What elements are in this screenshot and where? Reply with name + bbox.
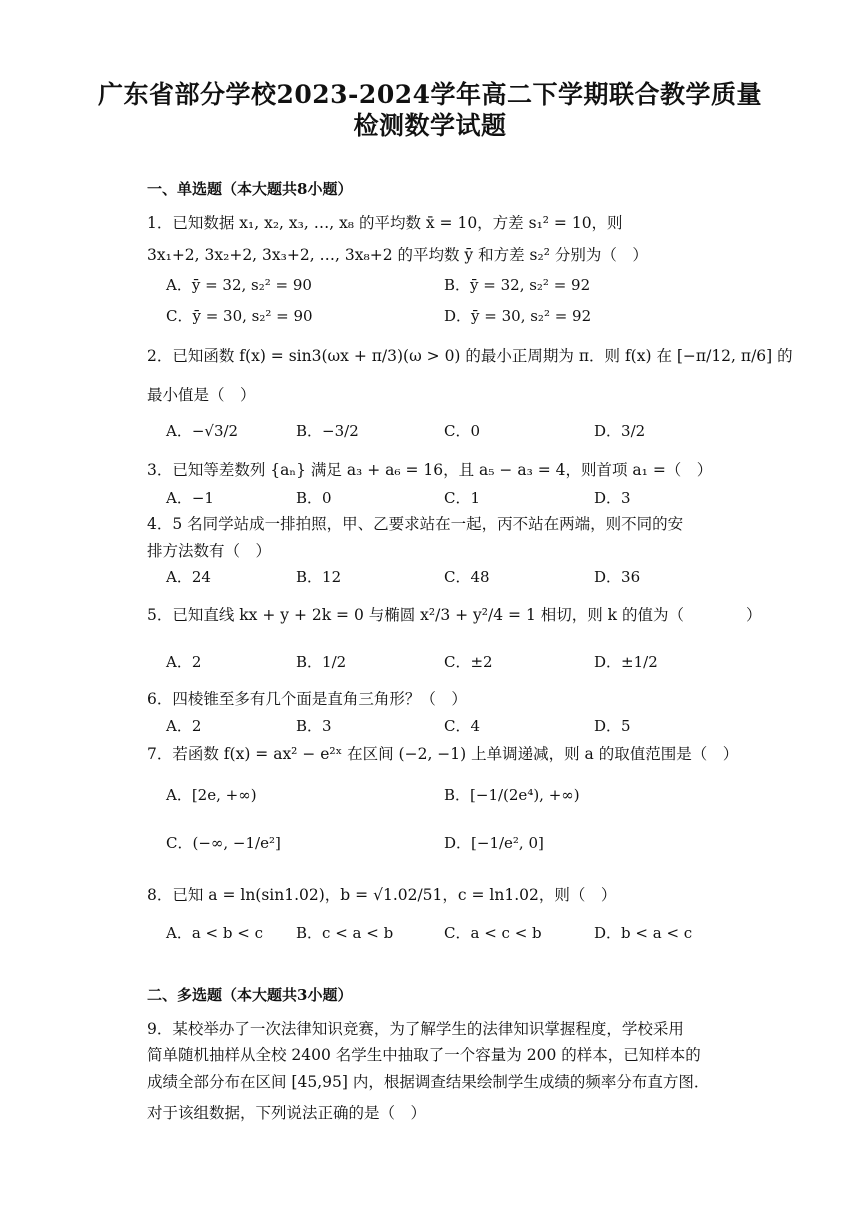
q1-option-b[interactable]: B．ȳ = 32, s₂² = 92	[444, 276, 591, 294]
q6-option-d[interactable]: D．5	[594, 717, 631, 735]
q8-option-b[interactable]: B．c < a < b	[296, 924, 394, 942]
q1-option-d[interactable]: D．ȳ = 30, s₂² = 92	[444, 307, 592, 325]
q2-stem-line1: 2．已知函数 f(x) = sin3(ωx + π/3)(ω > 0) 的最小正周期为 π．则 f(x) 在 [−π/12, π/6] 的	[147, 347, 793, 365]
q7-option-a[interactable]: A．[2e, +∞)	[166, 786, 257, 804]
q6-stem: 6．四棱锥至多有几个面是直角三角形？（ ）	[147, 690, 467, 708]
q1-option-c[interactable]: C．ȳ = 30, s₂² = 90	[166, 307, 313, 325]
q9-stem-line2: 简单随机抽样从全校 2400 名学生中抽取了一个容量为 200 的样本，已知样本的	[147, 1046, 701, 1064]
q5-option-c[interactable]: C．±2	[444, 653, 493, 671]
q4-option-a[interactable]: A．24	[166, 568, 211, 586]
q7-option-c[interactable]: C．(−∞, −1/e²]	[166, 834, 281, 852]
q4-stem-line1: 4．5 名同学站成一排拍照，甲、乙要求站在一起，丙不站在两端，则不同的安	[147, 515, 684, 533]
q8-option-a[interactable]: A．a < b < c	[166, 924, 263, 942]
q5-option-d[interactable]: D．±1/2	[594, 653, 658, 671]
q3-option-a[interactable]: A．−1	[166, 489, 214, 507]
exam-title-line1: 广东省部分学校2023-2024学年高二下学期联合教学质量	[97, 80, 763, 109]
q2-stem-line2: 最小值是（ ）	[147, 386, 256, 404]
q2-option-a[interactable]: A．−√3/2	[166, 422, 239, 440]
q5-option-b[interactable]: B．1/2	[296, 653, 347, 671]
q9-stem-line1: 9．某校举办了一次法律知识竞赛，为了解学生的法律知识掌握程度，学校采用	[147, 1020, 684, 1038]
q9-stem-line3: 成绩全部分布在区间 [45,95] 内，根据调查结果绘制学生成绩的频率分布直方图．	[147, 1073, 710, 1091]
section-multi-choice: 二、多选题（本大题共3小题）	[147, 986, 353, 1004]
q4-option-b[interactable]: B．12	[296, 568, 342, 586]
q6-option-b[interactable]: B．3	[296, 717, 332, 735]
q1-option-a[interactable]: A．ȳ = 32, s₂² = 90	[166, 276, 312, 294]
q4-option-d[interactable]: D．36	[594, 568, 641, 586]
section-single-choice: 一、单选题（本大题共8小题）	[147, 180, 353, 198]
q2-option-c[interactable]: C．0	[444, 422, 481, 440]
q3-stem: 3．已知等差数列 {aₙ} 满足 a₃ + a₆ = 16，且 a₅ − a₃ = 4，则首项 a₁ =（ ）	[147, 461, 713, 479]
q4-option-c[interactable]: C．48	[444, 568, 490, 586]
q2-option-d[interactable]: D．3/2	[594, 422, 646, 440]
q7-stem: 7．若函数 f(x) = ax² − e²ˣ 在区间 (−2, −1) 上单调递减，则 a 的取值范围是（ ）	[147, 745, 739, 763]
q7-option-b[interactable]: B．[−1/(2e⁴), +∞)	[444, 786, 580, 804]
q3-option-b[interactable]: B．0	[296, 489, 332, 507]
q4-stem-line2: 排方法数有（ ）	[147, 542, 272, 560]
q2-option-b[interactable]: B．−3/2	[296, 422, 359, 440]
q3-option-c[interactable]: C．1	[444, 489, 481, 507]
q5-stem: 5．已知直线 kx + y + 2k = 0 与椭圆 x²/3 + y²/4 = 1 相切，则 k 的值为（ ）	[147, 606, 762, 624]
q6-option-a[interactable]: A．2	[166, 717, 202, 735]
q6-option-c[interactable]: C．4	[444, 717, 481, 735]
q1-stem-line1: 1．已知数据 x₁, x₂, x₃, …, x₈ 的平均数 x̄ = 10，方差 s₁² = 10，则	[147, 214, 623, 232]
q8-option-d[interactable]: D．b < a < c	[594, 924, 693, 942]
q9-stem-line4: 对于该组数据，下列说法正确的是（ ）	[147, 1104, 427, 1122]
q1-stem-line2: 3x₁+2, 3x₂+2, 3x₃+2, …, 3x₈+2 的平均数 ȳ 和方差 s₂² 分别为（ ）	[147, 246, 648, 264]
q7-option-d[interactable]: D．[−1/e², 0]	[444, 834, 544, 852]
q8-stem: 8．已知 a = ln(sin1.02)，b = √1.02/51，c = ln1.02，则（ ）	[147, 886, 617, 904]
q3-option-d[interactable]: D．3	[594, 489, 631, 507]
q8-option-c[interactable]: C．a < c < b	[444, 924, 542, 942]
exam-title-line2: 检测数学试题	[353, 111, 507, 140]
q5-option-a[interactable]: A．2	[166, 653, 202, 671]
